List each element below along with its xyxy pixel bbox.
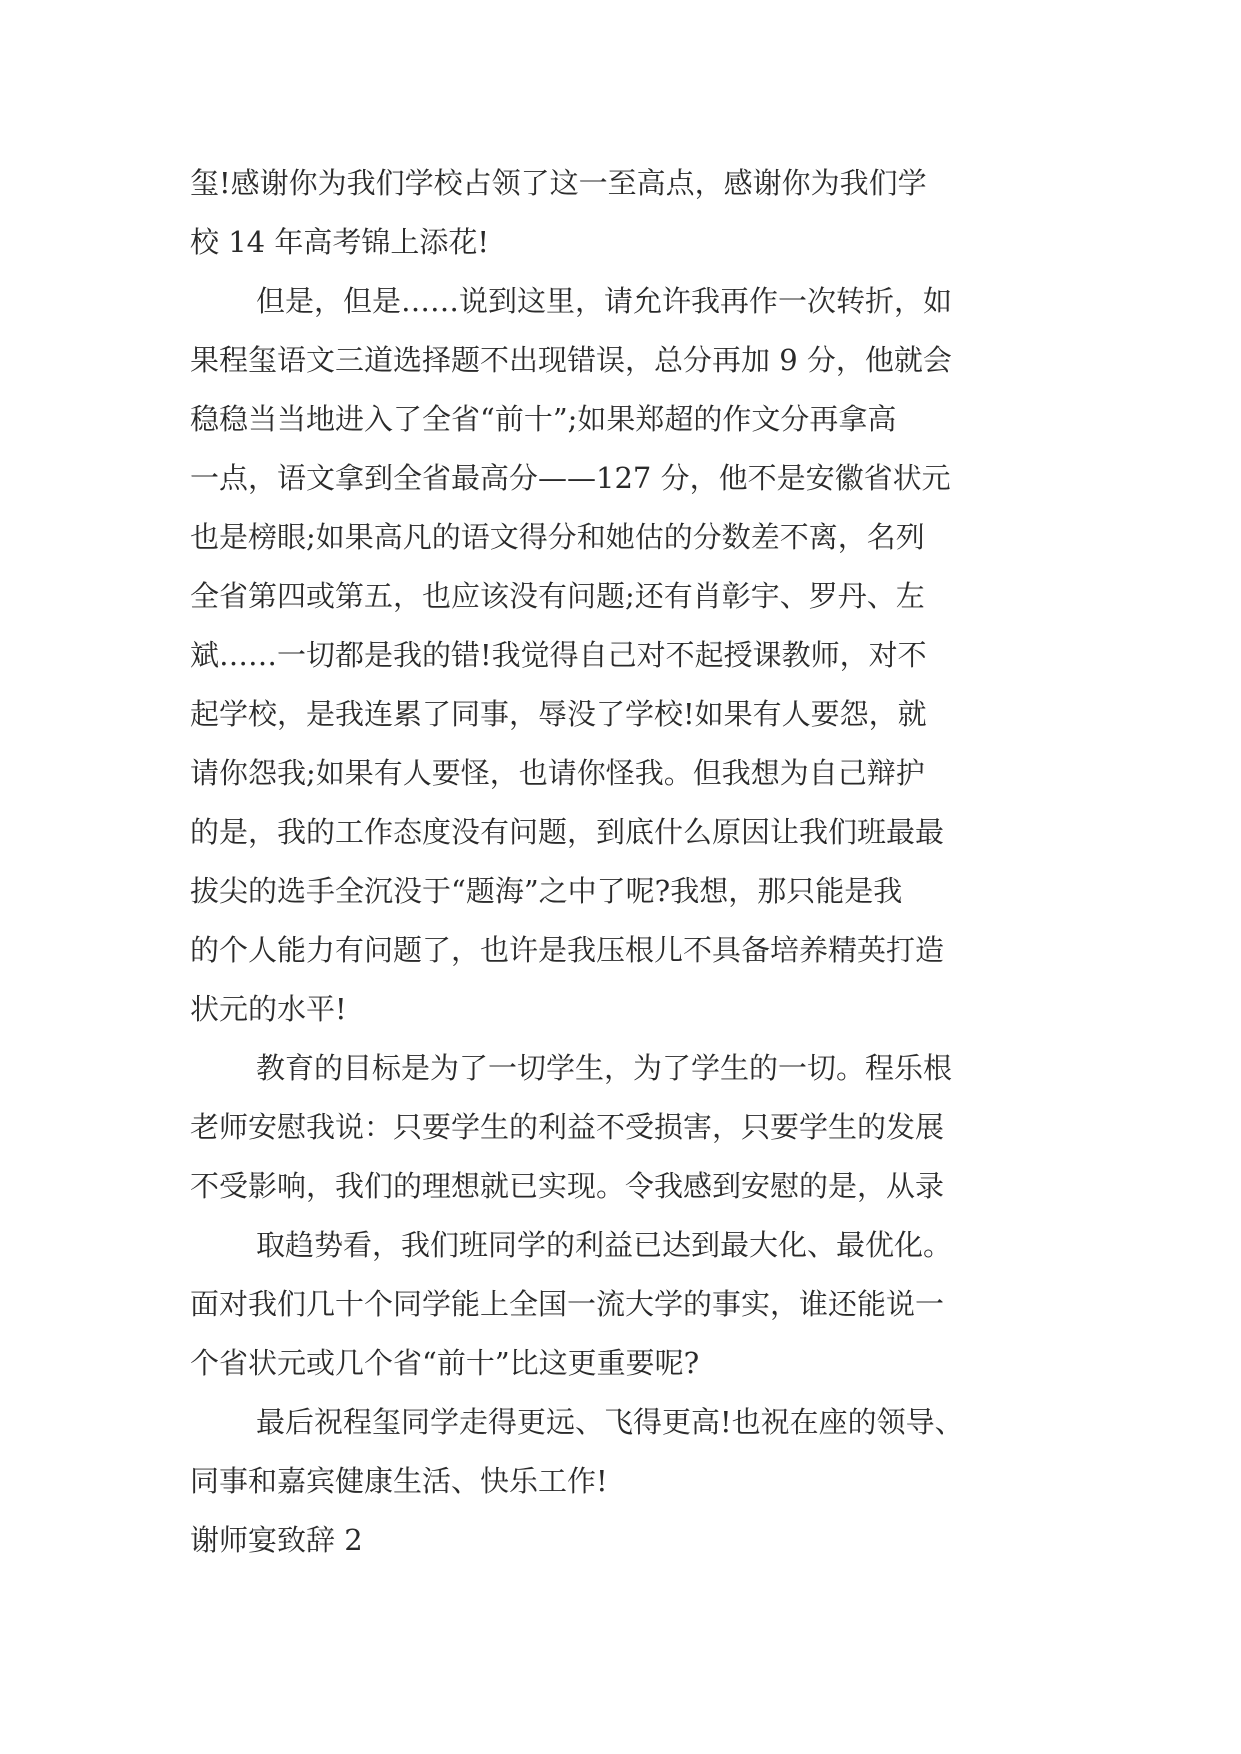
section-heading: 谢师宴致辞 2 [190,1523,363,1557]
body-line: 同事和嘉宾健康生活、快乐工作! [190,1464,608,1498]
body-line: 状元的水平! [190,992,347,1026]
body-line: 教育的目标是为了一切学生，为了学生的一切。程乐根 [256,1051,953,1085]
body-line: 玺!感谢你为我们学校占领了这一至高点，感谢你为我们学 [190,166,927,200]
body-line: 起学校，是我连累了同事，辱没了学校!如果有人要怨，就 [190,697,927,731]
body-line: 的个人能力有问题了，也许是我压根儿不具备培养精英打造 [190,933,945,967]
body-line: 全省第四或第五，也应该没有问题;还有肖彰宇、罗丹、左 [190,579,925,613]
body-line: 拔尖的选手全沉没于“题海”之中了呢?我想，那只能是我 [190,874,903,908]
body-line: 个省状元或几个省“前十”比这更重要呢? [190,1346,700,1380]
body-line: 面对我们几十个同学能上全国一流大学的事实，谁还能说一 [190,1287,945,1321]
body-line: 一点，语文拿到全省最高分——127 分，他不是安徽省状元 [190,461,951,495]
body-line: 不受影响，我们的理想就已实现。令我感到安慰的是，从录 [190,1169,945,1203]
body-line: 的是，我的工作态度没有问题，到底什么原因让我们班最最 [190,815,945,849]
body-line: 老师安慰我说：只要学生的利益不受损害，只要学生的发展 [190,1110,945,1144]
body-line: 请你怨我;如果有人要怪，也请你怪我。但我想为自己辩护 [190,756,925,790]
body-line: 斌……一切都是我的错!我觉得自己对不起授课教师，对不 [190,638,927,672]
body-line: 果程玺语文三道选择题不出现错误，总分再加 9 分，他就会 [190,343,952,377]
body-line: 最后祝程玺同学走得更远、飞得更高!也祝在座的领导、 [256,1405,964,1439]
body-line: 也是榜眼;如果高凡的语文得分和她估的分数差不离，名列 [190,520,925,554]
body-line: 取趋势看，我们班同学的利益已达到最大化、最优化。 [256,1228,953,1262]
body-line: 稳稳当当地进入了全省“前十”;如果郑超的作文分再拿高 [190,402,897,436]
body-line: 校 14 年高考锦上添花! [190,225,489,259]
body-line: 但是，但是……说到这里，请允许我再作一次转折，如 [256,284,953,318]
